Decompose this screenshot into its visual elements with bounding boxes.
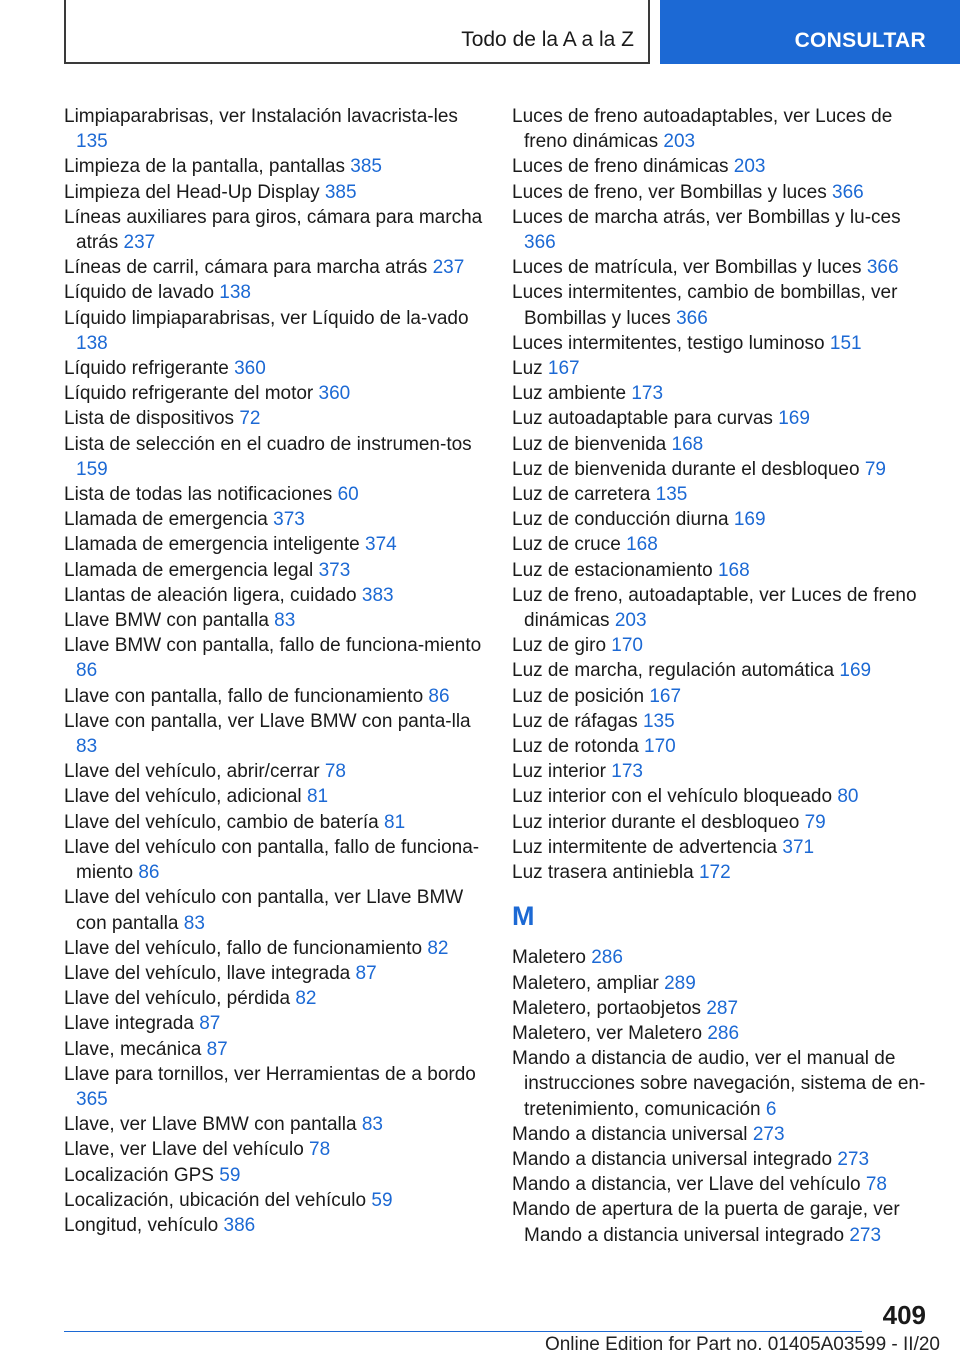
index-entry-text: Luz de rotonda xyxy=(512,736,639,758)
index-entry-text: Luces de freno dinámicas xyxy=(512,156,729,178)
page-link[interactable]: 83 xyxy=(76,736,98,758)
index-entry-text: Limpiaparabrisas, ver Instalación lavacrista-les xyxy=(64,106,458,127)
page-link[interactable]: 78 xyxy=(324,761,346,783)
index-entry xyxy=(64,633,484,683)
index-entry-text: Llave del vehículo, fallo de funcionamiento xyxy=(64,937,423,959)
page-link[interactable]: 83 xyxy=(361,1114,383,1136)
index-entry xyxy=(512,205,932,255)
tab-index-label: Todo de la A a la Z xyxy=(461,28,634,51)
header xyxy=(0,0,960,66)
index-entry-text: Líquido refrigerante xyxy=(64,358,229,380)
index-entry xyxy=(64,1112,484,1137)
index-entry xyxy=(512,996,932,1021)
index-entry xyxy=(512,583,932,633)
index-entry-text: Luz de freno, autoadaptable, ver Luces de freno dinámicas xyxy=(512,584,917,632)
index-entry xyxy=(64,961,484,986)
page-link[interactable]: 289 xyxy=(664,972,696,994)
page-link[interactable]: 170 xyxy=(611,635,643,657)
index-entry xyxy=(64,154,484,179)
index-entry xyxy=(512,457,932,482)
index-entry-text: Longitud, vehículo xyxy=(64,1214,219,1236)
index-entry xyxy=(64,381,484,406)
index-entry-text: Luz de estacionamiento xyxy=(512,559,713,581)
index-entry-text: Luces de freno, ver Bombillas y luces xyxy=(512,181,827,203)
index-entry xyxy=(512,1021,932,1046)
index-entry-text: Lista de dispositivos xyxy=(64,408,235,430)
footer-divider xyxy=(64,1331,862,1332)
page-link[interactable]: 138 xyxy=(219,282,251,304)
index-entry xyxy=(64,507,484,532)
index-entry-text: Maletero xyxy=(512,947,586,969)
page-link[interactable]: 86 xyxy=(428,685,450,707)
index-entry xyxy=(64,986,484,1011)
index-entry xyxy=(512,356,932,381)
page-link[interactable]: 366 xyxy=(832,181,864,203)
page-link[interactable]: 168 xyxy=(717,559,750,581)
index-entry-text: Luz trasera antiniebla xyxy=(512,862,694,884)
index-entry-text: Llave del vehículo con pantalla, ver Llave BMW con pantalla xyxy=(64,887,464,934)
index-entry xyxy=(512,810,932,835)
index-entry xyxy=(512,331,932,356)
index-column-right xyxy=(512,104,932,1248)
index-entry-text: Llave del vehículo, adicional xyxy=(64,786,302,808)
page-link[interactable]: 386 xyxy=(223,1214,256,1236)
page-link[interactable]: 169 xyxy=(733,509,766,531)
index-entry xyxy=(64,306,484,356)
index-entry-text: Localización, ubicación del vehículo xyxy=(64,1189,367,1211)
page-link[interactable]: 59 xyxy=(371,1189,393,1211)
page-link[interactable]: 373 xyxy=(273,509,305,531)
index-entry-text: Luces de matrícula, ver Bombillas y luces xyxy=(512,257,862,279)
tab-consultar[interactable] xyxy=(660,0,960,64)
page-link[interactable]: 81 xyxy=(306,786,329,808)
page-link[interactable]: 273 xyxy=(752,1123,785,1145)
index-entry xyxy=(512,784,932,809)
index-entry-text: Luces de freno autoadaptables, ver Luces de freno dinámicas xyxy=(512,106,893,153)
index-entry-text: Líquido limpiaparabrisas, ver Líquido de la-vado xyxy=(64,307,469,329)
index-entry xyxy=(64,558,484,583)
page-link[interactable]: 78 xyxy=(865,1174,887,1196)
index-entry-text: Luz de bienvenida durante el desbloqueo xyxy=(512,458,860,480)
page-link[interactable]: 87 xyxy=(355,962,377,984)
page-link[interactable]: 6 xyxy=(765,1098,777,1120)
page-link[interactable]: 173 xyxy=(631,383,664,405)
page-link[interactable]: 366 xyxy=(524,232,556,254)
index-entry xyxy=(64,532,484,557)
page-link[interactable]: 360 xyxy=(318,383,351,405)
index-entry xyxy=(64,1163,484,1188)
index-entry-text: Llave con pantalla, fallo de funcionamiento xyxy=(64,685,424,707)
index-entry xyxy=(512,971,932,996)
index-entry xyxy=(64,1037,484,1062)
index-entry-text: Llave integrada xyxy=(64,1013,194,1035)
index-entry-text: Llave del vehículo, cambio de batería xyxy=(64,811,379,833)
index-entry xyxy=(64,255,484,280)
index-entry-text: Llamada de emergencia inteligente xyxy=(64,534,360,556)
index-entry-text: Luz autoadaptable para curvas xyxy=(512,408,773,430)
page-link[interactable]: 135 xyxy=(655,484,688,506)
index-entry-text: Llave del vehículo con pantalla, fallo de funciona-miento xyxy=(64,836,480,884)
index-entry xyxy=(64,885,484,935)
page-link[interactable]: 135 xyxy=(76,131,108,153)
index-entry-text: Líneas auxiliares para giros, cámara para marcha atrás xyxy=(64,206,483,254)
index-entry-text: Luz de conducción diurna xyxy=(512,509,729,531)
tab-index-a-z[interactable] xyxy=(64,0,650,64)
index-entry-text: Luz de posición xyxy=(512,685,645,707)
page-link[interactable]: 87 xyxy=(199,1013,221,1035)
index-entry xyxy=(64,583,484,608)
page-link[interactable]: 360 xyxy=(234,358,266,380)
index-entry-text: Llave, ver Llave del vehículo xyxy=(64,1139,304,1161)
page-link[interactable]: 173 xyxy=(611,761,643,783)
index-entry xyxy=(64,356,484,381)
index-entry xyxy=(64,1137,484,1162)
index-group-l xyxy=(512,104,932,885)
index-entry xyxy=(64,280,484,305)
page-link[interactable]: 135 xyxy=(642,710,675,732)
index-entry-text: Líquido de lavado xyxy=(64,282,215,304)
page-link[interactable]: 169 xyxy=(778,408,810,430)
index-entry xyxy=(64,1062,484,1112)
page-link[interactable]: 365 xyxy=(76,1088,108,1110)
page-link[interactable]: 273 xyxy=(849,1224,882,1246)
page-link[interactable]: 159 xyxy=(76,458,108,480)
page-link[interactable]: 203 xyxy=(733,156,766,178)
index-entry-text: Luz de cruce xyxy=(512,534,621,556)
index-entry-text: Localización GPS xyxy=(64,1164,214,1186)
index-entry-text: Llave, mecánica xyxy=(64,1038,202,1060)
page-link[interactable]: 82 xyxy=(295,988,317,1010)
index-entry xyxy=(64,608,484,633)
page-link[interactable]: 83 xyxy=(183,912,205,934)
index-entry xyxy=(64,1213,484,1238)
index-entry-text: Luz ambiente xyxy=(512,383,627,405)
index-entry-text: Maletero, portaobjetos xyxy=(512,997,702,1019)
page-link[interactable]: 81 xyxy=(384,811,406,833)
index-entry xyxy=(512,507,932,532)
index-entry xyxy=(512,482,932,507)
index-entry xyxy=(512,1147,932,1172)
index-entry xyxy=(512,734,932,759)
page-link[interactable]: 237 xyxy=(432,257,465,279)
page-link[interactable]: 138 xyxy=(76,332,108,354)
index-column-left xyxy=(64,104,484,1238)
index-entry xyxy=(512,532,932,557)
index-entry-text: Mando a distancia de audio, ver el manual de instrucciones sobre navegación, sistema de en-tretenimiento, comunicación xyxy=(512,1048,926,1120)
page-link[interactable]: 287 xyxy=(706,997,739,1019)
page-link[interactable]: 385 xyxy=(324,181,357,203)
page-link[interactable]: 273 xyxy=(837,1148,870,1170)
index-entry-text: Llamada de emergencia xyxy=(64,509,268,531)
page-link[interactable]: 203 xyxy=(663,131,696,153)
page-link[interactable]: 385 xyxy=(350,156,382,178)
index-entry xyxy=(512,860,932,885)
index-entry xyxy=(64,835,484,885)
index-entry-text: Mando a distancia universal xyxy=(512,1123,748,1145)
page-link[interactable]: 59 xyxy=(219,1164,241,1186)
index-entry-text: Llave, ver Llave BMW con pantalla xyxy=(64,1114,357,1136)
page-link[interactable]: 60 xyxy=(337,484,359,506)
index-entry-text: Mando a distancia universal integrado xyxy=(512,1148,833,1170)
index-entry-text: Llave BMW con pantalla xyxy=(64,610,269,632)
index-entry xyxy=(64,1188,484,1213)
page-link[interactable]: 83 xyxy=(274,610,296,632)
index-entry xyxy=(512,684,932,709)
index-group-m xyxy=(512,945,932,1247)
index-entry-text: Luz intermitente de advertencia xyxy=(512,836,778,858)
index-entry xyxy=(64,1011,484,1036)
index-entry xyxy=(64,104,484,154)
page-link[interactable]: 383 xyxy=(361,584,394,606)
page-link[interactable]: 203 xyxy=(614,610,647,632)
index-entry-text: Llantas de aleación ligera, cuidado xyxy=(64,584,357,606)
index-entry-text: Luz interior durante el desbloqueo xyxy=(512,811,800,833)
page-link[interactable]: 373 xyxy=(318,559,351,581)
page-link[interactable]: 79 xyxy=(804,811,826,833)
index-entry xyxy=(64,784,484,809)
page-link[interactable]: 151 xyxy=(829,332,862,354)
page-link[interactable]: 79 xyxy=(864,458,886,480)
index-entry-text: Mando a distancia, ver Llave del vehículo xyxy=(512,1174,861,1196)
index-entry xyxy=(512,381,932,406)
index-entry xyxy=(512,633,932,658)
index-entry xyxy=(512,180,932,205)
index-entry-text: Llamada de emergencia legal xyxy=(64,559,314,581)
section-letter-m: M xyxy=(512,901,535,932)
page-link[interactable]: 169 xyxy=(839,660,872,682)
index-entry-text: Luz interior con el vehículo bloqueado xyxy=(512,786,833,808)
index-entry-text: Limpieza de la pantalla, pantallas xyxy=(64,156,345,178)
index-entry xyxy=(512,658,932,683)
page-link[interactable]: 82 xyxy=(427,937,449,959)
index-entry-text: Luz interior xyxy=(512,761,606,783)
tab-consultar-label: CONSULTAR xyxy=(794,29,926,52)
index-entry xyxy=(64,180,484,205)
page-link[interactable]: 170 xyxy=(644,736,676,758)
page-link[interactable]: 366 xyxy=(676,307,708,329)
page-link[interactable]: 78 xyxy=(309,1139,331,1161)
index-entry-text: Llave del vehículo, abrir/cerrar xyxy=(64,761,320,783)
footer-edition-text: Online Edition for Part no. 01405A03599 - II/20 xyxy=(544,1334,940,1355)
index-entry-text: Luces de marcha atrás, ver Bombillas y lu-ces xyxy=(512,206,901,228)
page-link[interactable]: 168 xyxy=(626,534,658,556)
index-entry xyxy=(512,255,932,280)
page-link[interactable]: 374 xyxy=(365,534,397,556)
page-link[interactable]: 72 xyxy=(239,408,261,430)
index-entry xyxy=(64,709,484,759)
page-link[interactable]: 286 xyxy=(707,1022,740,1044)
index-entry-text: Limpieza del Head-Up Display xyxy=(64,181,320,203)
index-entry-text: Mando de apertura de la puerta de garaje, ver Mando a distancia universal integrado xyxy=(512,1199,900,1246)
index-entry-text: Luz de carretera xyxy=(512,484,651,506)
index-entry xyxy=(64,759,484,784)
page-link[interactable]: 237 xyxy=(123,232,156,254)
index-entry-text: Llave del vehículo, llave integrada xyxy=(64,962,351,984)
index-entry xyxy=(512,1046,932,1122)
index-entry xyxy=(64,205,484,255)
index-entry-text: Llave para tornillos, ver Herramientas de a bordo xyxy=(64,1063,476,1085)
index-entry xyxy=(512,945,932,970)
page-link[interactable]: 371 xyxy=(782,836,815,858)
index-entry-text: Líneas de carril, cámara para marcha atrás xyxy=(64,257,428,279)
index-entry-text: Luz de ráfagas xyxy=(512,710,638,732)
page-link[interactable]: 167 xyxy=(547,358,580,380)
index-entry-text: Llave del vehículo, pérdida xyxy=(64,988,291,1010)
index-entry xyxy=(64,684,484,709)
page-link[interactable]: 167 xyxy=(649,685,682,707)
index-entry-text: Luz de giro xyxy=(512,635,607,657)
page-number: 409 xyxy=(882,1300,926,1330)
index-entry xyxy=(512,558,932,583)
index-entry-text: Luz xyxy=(512,358,543,380)
index-entry xyxy=(64,482,484,507)
index-entry xyxy=(512,280,932,330)
index-entry xyxy=(512,1172,932,1197)
index-entry xyxy=(512,406,932,431)
index-entry-text: Llave con pantalla, ver Llave BMW con panta-lla xyxy=(64,710,471,732)
index-entry xyxy=(512,1197,932,1247)
index-entry-text: Lista de todas las notificaciones xyxy=(64,484,333,506)
page-link[interactable]: 286 xyxy=(591,947,623,969)
index-entry xyxy=(512,154,932,179)
page-link[interactable]: 86 xyxy=(138,862,160,884)
index-entry-text: Líquido refrigerante del motor xyxy=(64,383,314,405)
index-entry-text: Luz de marcha, regulación automática xyxy=(512,660,835,682)
index-entry-text: Luz de bienvenida xyxy=(512,433,667,455)
index-entry-text: Luces intermitentes, testigo luminoso xyxy=(512,332,825,354)
index-entry xyxy=(512,835,932,860)
index-entry xyxy=(64,936,484,961)
page-link[interactable]: 87 xyxy=(206,1038,228,1060)
page-link[interactable]: 366 xyxy=(866,257,899,279)
index-entry-text: Luces intermitentes, cambio de bombillas, ver Bombillas y luces xyxy=(512,282,898,329)
page-link[interactable]: 168 xyxy=(671,433,704,455)
index-entry xyxy=(512,432,932,457)
index-entry-text: Llave BMW con pantalla, fallo de funciona-miento xyxy=(64,635,482,657)
index-entry-text: Lista de selección en el cuadro de instrumen-tos xyxy=(64,433,472,455)
index-entry xyxy=(512,1122,932,1147)
index-entry xyxy=(512,104,932,154)
index-entry-text: Maletero, ver Maletero xyxy=(512,1022,703,1044)
index-entry xyxy=(512,759,932,784)
index-entry xyxy=(64,432,484,482)
index-entry xyxy=(64,406,484,431)
page-link[interactable]: 172 xyxy=(698,862,731,884)
index-entry-text: Maletero, ampliar xyxy=(512,972,659,994)
page-link[interactable]: 86 xyxy=(76,660,98,682)
index-entry xyxy=(512,709,932,734)
page-link[interactable]: 80 xyxy=(837,786,859,808)
index-entry xyxy=(64,810,484,835)
